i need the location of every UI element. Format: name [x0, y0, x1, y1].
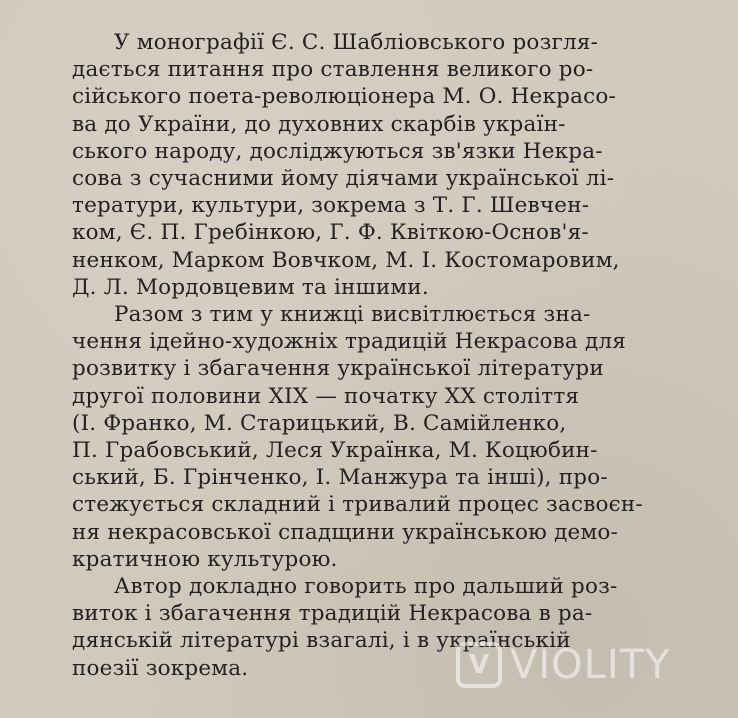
paragraph-2-line-2: чення ідейно-художніх традицій Некрасова для: [72, 329, 627, 355]
paragraph-2-line-4: другої половини XIX — початку XX століття: [72, 383, 580, 409]
violity-logo-icon: V: [456, 642, 502, 688]
paragraph-1-line-1: У монографії Є. С. Шабліовського розгля-: [114, 30, 599, 55]
violity-watermark: [456, 638, 671, 692]
paragraph-1-line-9: ненком, Марком Вовчком, М. І. Костомаровим,: [72, 247, 620, 273]
paragraph-2-line-3: розвитку і збагачення української літератури: [72, 356, 604, 382]
paragraph-3-line-2: виток і збагачення традицій Некрасова в ра-: [72, 601, 593, 627]
paragraph-2-line-1: Разом з тим у книжці висвітлюється зна-: [114, 302, 591, 327]
paragraph-2-line-6: П. Грабовський, Леся Українка, М. Коцюбин-: [72, 438, 598, 463]
watermark-text: VIOLITY: [510, 642, 671, 688]
paragraph-1-line-6: сова з сучасними йому діячами української лі-: [72, 166, 615, 191]
paragraph-2-line-5: (І. Франко, М. Старицький, В. Самійленко,: [72, 410, 567, 436]
paragraph-1-line-2: дається питання про ставлення великого ро-: [72, 57, 594, 83]
paragraph-1-line-10: Д. Л. Мордовцевим та іншими.: [72, 274, 429, 300]
paragraph-2-line-7: ський, Б. Грінченко, І. Манжура та інші), про-: [72, 465, 608, 491]
paragraph-1-line-7: тератури, культури, зокрема з Т. Г. Шевчен-: [72, 193, 590, 219]
paragraph-1-line-8: ком, Є. П. Гребінкою, Г. Ф. Квіткою-Основ'я-: [72, 220, 589, 246]
paragraph-2-line-9: ня некрасовської спадщини українською демо-: [72, 519, 619, 545]
paragraph-3-line-4: поезії зокрема.: [72, 655, 249, 681]
paragraph-1-line-4: ва до України, до духовних скарбів україн-: [72, 111, 566, 137]
paragraph-3-line-3: дянській літературі взагалі, і в українській: [72, 628, 571, 654]
paragraph-3-line-1: Автор докладно говорить про дальший роз-: [114, 574, 618, 599]
paragraph-2-line-8: стежується складний і тривалий процес засвоєн-: [72, 492, 643, 518]
paragraph-1-line-3: сійського поета-революціонера М. О. Некрасо-: [72, 84, 616, 110]
paragraph-2-line-10: кратичною культурою.: [72, 546, 338, 572]
paragraph-1-line-5: ського народу, досліджуються зв'язки Некра-: [72, 138, 603, 164]
